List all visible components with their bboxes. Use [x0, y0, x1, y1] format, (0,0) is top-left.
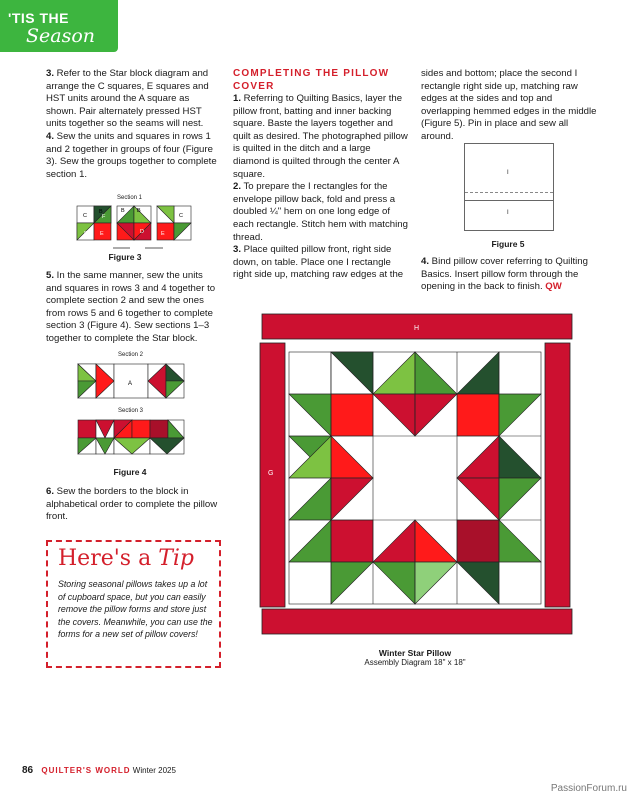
right-column-text-bottom	[421, 256, 601, 294]
step-text: Bind pillow cover referring to Quilting Basics. Insert pillow form through the opening in the back to finish.	[421, 256, 588, 293]
step-number: 2.	[233, 181, 242, 193]
pillow-step-3-cont: sides and bottom; place the second I rectangle right side up, matching raw edges at the sides and top and overlapping hemmed edges in the middle (Figure 5). Pin in place and sew all around.	[421, 68, 597, 142]
figure-4-caption: Figure 4	[113, 467, 147, 477]
left-column-text-mid	[46, 270, 221, 346]
step-text: Refer to the Star block diagram and arrange the C squares, E squares and HST units around the A square as shown. Pair alternately pressed HST units together so the seams will nest.	[46, 68, 209, 130]
pillow-step-4	[421, 256, 601, 294]
fig3-letter: F	[84, 231, 88, 237]
pillow-step-3	[233, 244, 409, 282]
figure-5-label-bottom: I	[507, 210, 509, 216]
section-heading: COMPLETING THE PILLOW COVER	[233, 68, 390, 92]
right-column-text-top	[421, 68, 601, 144]
fig3-letter: B	[137, 208, 141, 214]
issue-label: Winter 2025	[132, 766, 176, 775]
section-badge	[0, 0, 118, 52]
page-number: 86	[22, 765, 34, 776]
step-number: 6.	[46, 486, 55, 497]
fig3-letter: C	[179, 213, 183, 219]
figure-5-caption: Figure 5	[491, 239, 525, 249]
step-text: To prepare the I rectangles for the envelope pillow back, fold and press a doubled ¼" hem on one long edge of each rectangle. Stitch hem with matching thread.	[233, 181, 408, 243]
e-square	[457, 394, 499, 436]
figure-3-section-label: Section 1	[117, 195, 143, 201]
fig3-letter: D	[140, 229, 144, 235]
assembly-diagram	[258, 312, 578, 642]
step-number: 3.	[46, 68, 55, 79]
fig3-letter: E	[100, 231, 104, 237]
tip-title-text: Here's a	[58, 546, 159, 571]
magazine-name: QUILTER'S WORLD	[41, 766, 131, 775]
step-6-paragraph	[46, 486, 221, 524]
step-number: 4.	[46, 130, 55, 142]
border-h-bottom	[262, 609, 572, 634]
e-square	[457, 520, 499, 562]
watermark: PassionForum.ru	[550, 783, 627, 794]
e-square	[331, 520, 373, 562]
step-text: Referring to Quilting Basics, layer the pillow front, batting and inner backing square. Baste the layers together and quilt as desired. The photographed pillow is quilted in the ditch and a large diamond is quilted through the center A square.	[233, 93, 408, 180]
figure-4-section-2-diagram	[76, 362, 186, 402]
fig3-letter: E	[161, 231, 165, 237]
figure-5-label-top: I	[507, 170, 509, 176]
badge-script-text: Season	[26, 25, 96, 47]
tip-title	[58, 546, 194, 571]
step-3-paragraph	[46, 68, 221, 131]
figure-4-section-2-label: Section 2	[118, 352, 144, 358]
fig3-letter: B	[121, 208, 125, 214]
figure-5-hem-line	[465, 192, 553, 193]
step-number: 5.	[46, 270, 55, 281]
middle-column-text	[233, 68, 409, 282]
pillow-step-1	[233, 93, 409, 181]
left-column-text-top	[46, 68, 221, 181]
pillow-step-2	[233, 181, 409, 244]
figure-4-section-3-diagram	[76, 418, 186, 458]
figure-3-caption: Figure 3	[108, 252, 142, 262]
step-4-paragraph	[46, 131, 221, 181]
badge-top-text: 'TIS THE	[8, 10, 69, 26]
fig3-letter: B	[99, 209, 103, 215]
figure-4	[76, 352, 186, 472]
border-g-label: G	[268, 470, 274, 477]
tip-box	[46, 540, 221, 668]
figure-4-center-label: A	[128, 381, 133, 387]
step-text: In the same manner, sew the units and squares in rows 3 and 4 together to complete section 2 and sew the ones from rows 5 and 6 together to complete section 3 (Figure 4). Sew sections 1–3 together to complete the Star block.	[46, 270, 216, 344]
step-5-paragraph	[46, 270, 221, 346]
fig3-letter: F	[102, 214, 106, 220]
border-g-right	[545, 343, 570, 607]
tip-title-script: Tip	[158, 546, 194, 571]
end-mark: QW	[545, 281, 562, 293]
assembly-caption-sub: Assembly Diagram 18" x 18"	[364, 658, 466, 667]
step-text: Place quilted pillow front, right side down, on table. Place one I rectangle right side up, matching raw edges at the	[233, 244, 404, 281]
figure-4-section-3-label: Section 3	[118, 408, 144, 414]
e-square	[331, 394, 373, 436]
figure-5	[464, 143, 554, 231]
step-number: 4.	[421, 256, 430, 267]
step-text: Sew the borders to the block in alphabetical order to complete the pillow front.	[46, 486, 218, 523]
tip-body: Storing seasonal pillows takes up a lot of cupboard space, but you can easily remove the pillow forms and store just the covers. Meanwhile, you can use the forms for a new set of pillow covers!	[58, 579, 213, 640]
page-footer	[22, 765, 176, 776]
star-block	[289, 352, 541, 604]
fig3-letter: C	[83, 213, 87, 219]
step-text: Sew the units and squares in rows 1 and 2 together in groups of four (Figure 3). Sew the groups together to complete section 1.	[46, 130, 217, 180]
step-number: 1.	[233, 93, 242, 104]
step-number: 3.	[233, 244, 242, 256]
border-h-label: H	[414, 325, 420, 332]
assembly-caption-title: Winter Star Pillow	[378, 648, 452, 658]
left-column-text-bottom	[46, 486, 221, 524]
